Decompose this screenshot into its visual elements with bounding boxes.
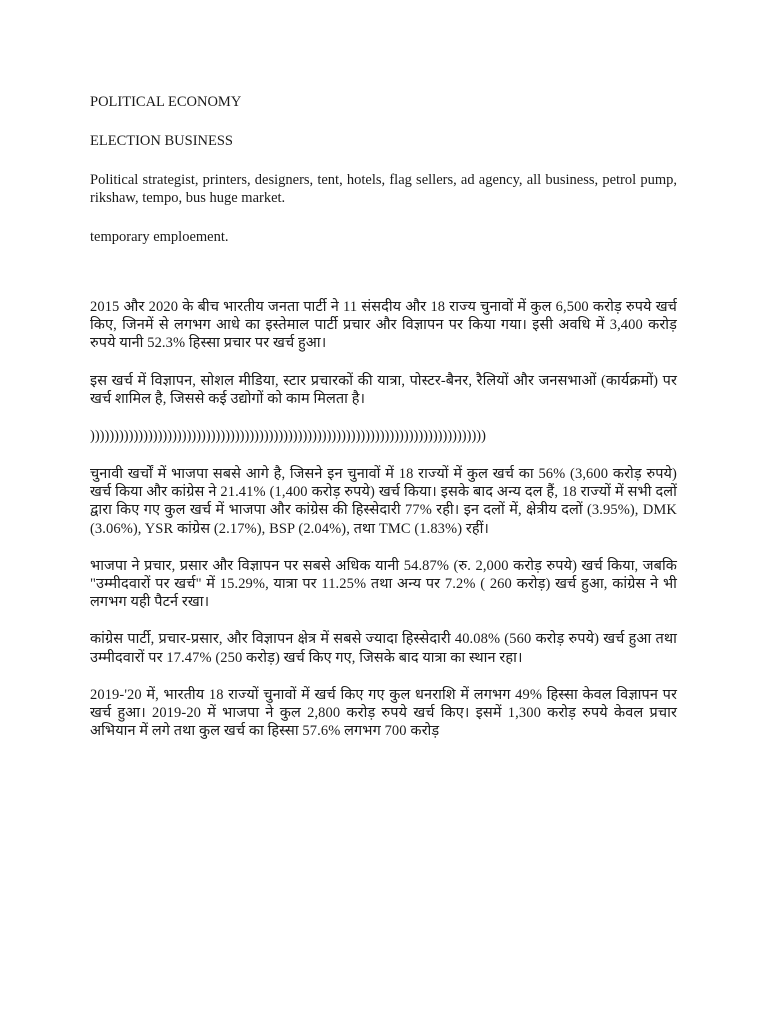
paragraph-3: चुनावी खर्चों में भाजपा सबसे आगे है, जिसने इन चुनावों में 18 राज्यों में कुल खर्च का 56% (3,600 करोड़ रुपये) खर्च किया और कांग्रेस ने 21.41% (1,400 करोड़ रुपये) खर्च किया। इसके बाद अन्य दल हैं, 18 राज्यों में सभी दलों द्वारा किए गए कुल खर्च में भाजपा और कांग्रेस की हिस्सेदारी 77% रही। इन दलों में, क्षेत्रीय दलों (3.95%), DMK (3.06%), YSR कांग्रेस (2.17%), BSP (2.04%), तथा TMC (1.83%) रहीं। [90, 466, 677, 537]
paragraph-2: इस खर्च में विज्ञापन, सोशल मीडिया, स्टार प्रचारकों की यात्रा, पोस्टर-बैनर, रैलियों और जनसभाओं (कार्यक्रमों) पर खर्च शामिल है, जिससे कई उद्योगों को काम मिलता है। [90, 372, 677, 407]
paragraph-6: 2019-'20 में, भारतीय 18 राज्यों चुनावों में खर्च किए गए कुल धनराशि में लगभग 49% हिस्सा केवल विज्ञापन पर खर्च हुआ। 2019-20 में भाजपा ने कुल 2,800 करोड़ रुपये खर्च किए। इसमें 1,300 करोड़ रुपये केवल प्रचार अभियान में लगे तथा कुल खर्च का हिस्सा 57.6% लगभग 700 करोड़ [90, 686, 677, 740]
bracket-separator: )))))))))))))))))))))))))))))))))))))))))))))))))))))))))))))))))))))))))))))))))) [90, 428, 486, 445]
employment-note: temporary emploement. [90, 229, 229, 245]
paragraph-4: भाजपा ने प्रचार, प्रसार और विज्ञापन पर सबसे अधिक यानी 54.87% (रु. 2,000 करोड़ रुपये) खर्च किया, जबकि "उम्मीदवारों पर खर्च" में 15.29%, यात्रा पर 11.25% तथा अन्य पर 7.2% ( 260 करोड़) खर्च हुआ, कांग्रेस ने भी लगभग यही पैटर्न रखा। [90, 557, 677, 611]
paragraph-1: 2015 और 2020 के बीच भारतीय जनता पार्टी ने 11 संसदीय और 18 राज्य चुनावों में कुल 6,500 करोड़ रुपये खर्च किए, जिनमें से लगभग आधे का इस्तेमाल पार्टी प्रचार और विज्ञापन पर किया गया। इसी अवधि में 3,400 करोड़ रुपये यानी 52.3% हिस्सा प्रचार पर खर्च हुआ। [90, 299, 677, 352]
paragraph-5: कांग्रेस पार्टी, प्रचार-प्रसार, और विज्ञापन क्षेत्र में सबसे ज्यादा हिस्सेदारी 40.08% (560 करोड़ रुपये) खर्च हुआ तथा उम्मीदवारों पर 17.47% (250 करोड़) खर्च किए गए, जिसके बाद यात्रा का स्थान रहा। [90, 631, 677, 666]
blank-space [90, 246, 677, 298]
document-page [90, 94, 677, 759]
heading-election-business: ELECTION BUSINESS [90, 133, 233, 149]
heading-political-economy: POLITICAL ECONOMY [90, 94, 242, 110]
intro-paragraph: Political strategist, printers, designers, tent, hotels, flag sellers, ad agency, all business, petrol pump, rikshaw, tempo, bus huge market. [90, 172, 677, 206]
